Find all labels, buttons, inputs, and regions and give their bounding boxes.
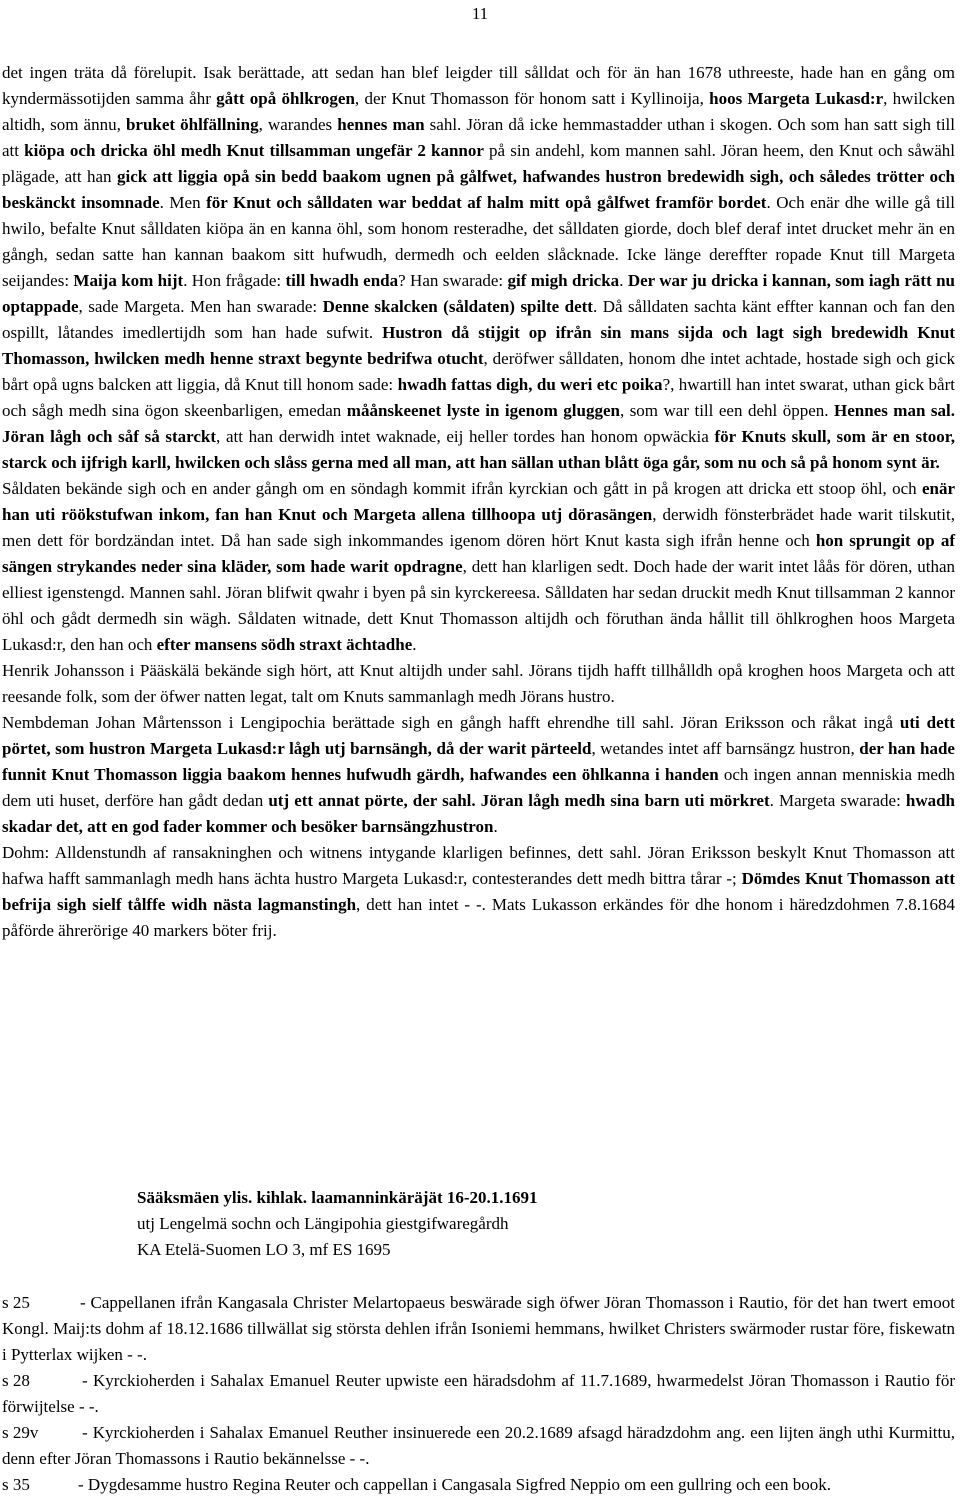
text-run: sahl. Jöran då icke hemmastadder uthan i skogen. Och som han satt sigh till att <box>2 115 955 160</box>
entry-text: - Dygdesamme hustro Regina Reuter och cappellan i Cangasala Sigfred Neppio om een gullring och een book. <box>78 1475 831 1494</box>
text-run: . Hon frågade: <box>183 271 286 290</box>
bold-text-run: uti dett pörtet, som hustron Margeta Lukasd:r lågh utj barnsängh, då der warit pärteeld <box>2 713 955 758</box>
text-run: , dett han klarligen sedt. Doch hade der warit intet låås för dören, uthan elliest igenstengd. Mannen sahl. Jöran blifwit qwahr i byen på sin kyrckereesa. Sålldaten har sedan druckit medh Knut tillsamman 2 kannor öhl och gådt dermedh sin wägh. Såldaten witnade, dett Knut Thomasson altijdh och föruthan ända hållit till öhlkroghen hoos Margeta Lukasd:r, den han och <box>2 557 955 654</box>
bold-text-run: för Knuts skull, som är en stoor, starck och ijfrigh karll, hwilcken och slåss gerna med all man, att han sällan uthan blått öga går, som nu och så på honom synt är. <box>2 427 955 472</box>
text-run: , hwilcken altidh, som ännu, <box>2 89 955 134</box>
entry-ref: s 29v <box>2 1423 39 1442</box>
bold-text-run: Dömdes Knut Thomasson att befrija sigh sielf tålffe widh nästa lagmanstingh <box>2 869 955 914</box>
paragraph <box>2 840 955 944</box>
entry-text: - Cappellanen ifrån Kangasala Christer Melartopaeus beswärade sigh öfwer Jöran Thomasson i Rautio, för det han twert emoot Kongl. Maij:ts dohm af 18.12.1686 tillwällat sig största dehlen ifrån Isoniemi hemmans, hwilket Christers swärmoder rustar före, fiskewatn i Pytterlax wijken - -. <box>2 1293 955 1364</box>
text-run: ?, hwartill han intet swarat, uthan gick bårt och sågh medh sina ögon skeenbarligen, emedan <box>2 375 955 420</box>
text-run: och ingen annan menniskia medh dem uti huset, derföre han gådt dedan <box>2 765 955 810</box>
text-run: , derwidh fönsterbrädet hade warit tilskutit, men dett för bordzändan intet. Då han sade sigh inkommandes igenom dören hört Knut kasta sigh ifrån henne och <box>2 505 955 550</box>
bold-text-run: måånskeenet lyste in igenom gluggen <box>346 401 620 420</box>
text-run: ? Han swarade: <box>398 271 508 290</box>
bold-text-run: för Knut och sålldaten war beddat af halm mitt opå gålfwet framför bordet <box>206 193 767 212</box>
bold-text-run: der han hade funnit Knut Thomasson liggia baakom hennes hufwudh gärdh, hafwandes een öhlkanna i handen <box>2 739 955 784</box>
text-run: , att han derwidh intet waknade, eij heller tordes han honom opwäckia <box>216 427 715 446</box>
bold-text-run: hwadh skadar det, att en god fader kommer och besöker barnsängzhustron <box>2 791 956 836</box>
text-run: , sade Margeta. Men han swarade: <box>78 297 323 316</box>
bold-text-run: gått opå öhlkrogen <box>216 89 355 108</box>
text-run: det ingen träta då förelupit. Isak berättade, att sedan han blef leigder till sålldat och för än han 1678 uthreeste, hade han en gång om kyndermässotijden samma åhr <box>2 63 955 108</box>
entry-text: - Kyrckioherden i Sahalax Emanuel Reuther insinuerede een 20.2.1689 afsagd häradzdohm ang. een lijten ängh uthi Kurmittu, denn efter Jöran Thomassons i Rautio bekännelsse - -. <box>2 1423 955 1468</box>
heading-archive-ref: KA Etelä-Suomen LO 3, mf ES 1695 <box>137 1240 391 1259</box>
list-item <box>2 1368 955 1420</box>
paragraph <box>2 60 955 476</box>
bold-text-run: Hustron då stijgit op ifrån sin mans sijda och lagt sigh bredewidh Knut Thomasson, hwilcken medh henne straxt begynte bedrifwa otucht <box>2 323 955 368</box>
entry-ref: s 28 <box>2 1371 30 1390</box>
text-run: Nembdeman Johan Mårtensson i Lengipochia berättade sigh en gångh hafft ehrendhe till sahl. Jöran Eriksson och råkat ingå <box>2 713 900 732</box>
heading-title: Sääksmäen ylis. kihlak. laamanninkäräjät 16-20.1.1691 <box>137 1188 538 1207</box>
paragraph <box>2 658 955 710</box>
text-run: , dett han intet - -. Mats Lukasson erkändes för dhe honom i häredzdohmen 7.8.1684 påförde ährerörige 40 markers böter frij. <box>2 895 955 940</box>
bold-text-run: Maija kom hijt <box>73 271 184 290</box>
bold-text-run: hwadh fattas digh, du weri etc poika <box>397 375 663 394</box>
list-item <box>2 1290 955 1368</box>
bold-text-run: hennes man <box>337 115 425 134</box>
bold-text-run: enär han uti röökstufwan inkom, fan han Knut och Margeta allena tillhoopa utj dörasängen <box>2 479 955 524</box>
entry-text: - Kyrckioherden i Sahalax Emanuel Reuter upwiste een häradsdohm af 11.7.1689, hwarmedelst Jöran Thomasson i Rautio för förwijtelse - -. <box>2 1371 955 1416</box>
text-run: . <box>619 271 628 290</box>
text-run: Henrik Johansson i Pääskälä bekände sigh hört, att Knut altijdh under sahl. Jörans tijdh hafft tillhålldh opå kroghen hoos Margeta och att reesande folk, som der öfwer natten legat, talt om Knuts sammanlagh medh Jörans hustro. <box>2 661 955 706</box>
paragraph <box>2 476 955 658</box>
text-run: , deröfwer sålldaten, honom dhe intet achtade, hostade sigh och gick bårt opå ugns balcken att liggia, då Knut till honom sade: <box>2 349 955 394</box>
bold-text-run: hoos Margeta Lukasd:r <box>709 89 884 108</box>
text-run: . Men <box>159 193 207 212</box>
bold-text-run: Der war ju dricka i kannan, som iagh rätt nu optappade <box>2 271 956 316</box>
text-run: . Margeta swarade: <box>769 791 906 810</box>
entry-ref: s 35 <box>2 1475 30 1494</box>
bold-text-run: Denne skalcken (såldaten) spilte dett <box>322 297 593 316</box>
bold-text-run: kiöpa och dricka öhl medh Knut tillsamman ungefär 2 kannor <box>24 141 484 160</box>
text-run: , warandes <box>258 115 338 134</box>
entry-ref: s 25 <box>2 1293 30 1312</box>
bold-text-run: hon sprungit op af sängen strykandes neder sina kläder, som hade warit opdragne <box>2 531 955 576</box>
heading-location: utj Lengelmä sochn och Längipohia giestgifwaregårdh <box>137 1214 509 1233</box>
bold-text-run: bruket öhlfällning <box>125 115 259 134</box>
text-run: . Då sålldaten sachta känt effter kannan och fan den ospillt, låtandes imedlertijdh som han hade sufwit. <box>2 297 955 342</box>
court-session-heading <box>137 1185 538 1263</box>
list-item <box>2 1472 955 1498</box>
text-run: , som war till een dehl öppen. <box>619 401 834 420</box>
text-run: Såldaten bekände sigh och en ander gångh om en söndagh kommit ifrån kyrckian och gått in på krogen att dricka ett stoop öhl, och <box>2 479 922 498</box>
text-run: . <box>412 635 417 654</box>
document-body <box>2 60 955 944</box>
bold-text-run: gif migh dricka <box>507 271 620 290</box>
list-item <box>2 1420 955 1472</box>
text-run: . Och enär dhe wille gå till hwilo, befalte Knut sålldaten kiöpa än en kanna öhl, som honom resteradhe, det sålldaten giorde, doch blef deraf intet drucket mehr än en gångh, sedan satte han kannan baakom sitt hufwudh, dermedh och eelden slåcknade. Icke länge dereffter ropade Knut till Margeta seijandes: <box>2 193 955 290</box>
paragraph <box>2 710 955 840</box>
text-run: Dohm: Alldenstundh af ransakninghen och witnens intygande klarligen befinnes, dett sahl. Jöran Eriksson beskylt Knut Thomasson att hafwa hafft sammanlagh medh hans ächta hustro Margeta Lukasd:r, contesterandes dett medh bittra tårar -; <box>2 843 955 888</box>
bold-text-run: efter mansens södh straxt ächtadhe <box>156 635 413 654</box>
bold-text-run: gick att liggia opå sin bedd baakom ugnen på gålfwet, hafwandes hustron bredewidh sigh, och således trötter och beskänckt insomnade <box>2 167 955 212</box>
page-number: 11 <box>471 4 489 23</box>
bold-text-run: utj ett annat pörte, der sahl. Jöran lågh medh sina barn uti mörkret <box>268 791 770 810</box>
text-run: , der Knut Thomasson för honom satt i Kyllinoija, <box>354 89 710 108</box>
entry-list <box>2 1290 955 1498</box>
text-run: på sin andehl, kom mannen sahl. Jöran heem, den Knut och såwähl plägade, att han <box>2 141 955 186</box>
bold-text-run: Hennes man sal. Jöran lågh och såf så starckt <box>2 401 955 446</box>
bold-text-run: till hwadh enda <box>285 271 399 290</box>
text-run: , wetandes intet aff barnsängz hustron, <box>591 739 860 758</box>
text-run: . <box>493 817 498 836</box>
